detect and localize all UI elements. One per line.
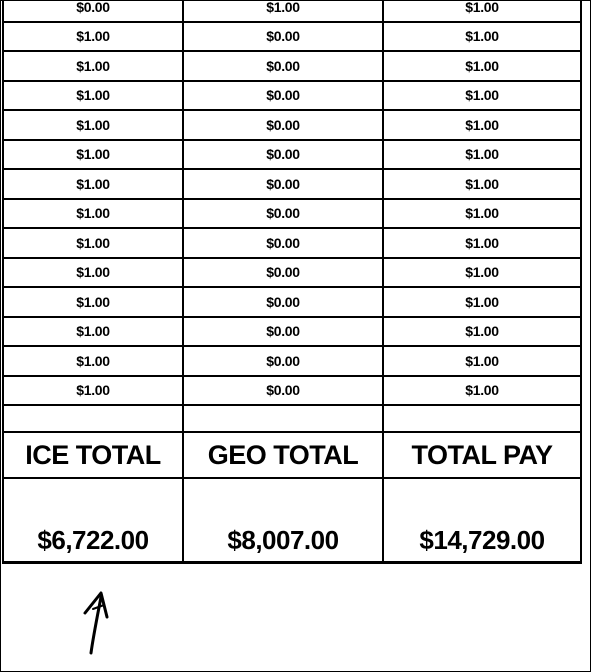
total-amount-cell: $1.00 — [383, 228, 581, 258]
total-pay-value: $14,729.00 — [383, 519, 581, 563]
geo-amount-cell: $0.00 — [183, 22, 383, 52]
ice-amount-cell: $1.00 — [3, 199, 183, 229]
table-row — [3, 0, 581, 22]
blank-row — [3, 405, 581, 432]
geo-amount-cell: $0.00 — [183, 140, 383, 170]
ice-amount-cell: $1.00 — [3, 228, 183, 258]
ice-amount-cell: $1.00 — [3, 376, 183, 406]
total-amount-cell: $1.00 — [383, 287, 581, 317]
ice-amount-cell: $1.00 — [3, 140, 183, 170]
geo-amount-cell: $0.00 — [183, 317, 383, 347]
ice-amount-cell: $1.00 — [3, 346, 183, 376]
ice-amount-cell: $1.00 — [3, 317, 183, 347]
amount-rows — [3, 0, 581, 563]
ice-total-header: ICE TOTAL — [3, 432, 183, 478]
ice-amount-cell: $1.00 — [3, 287, 183, 317]
geo-amount-cell: $0.00 — [183, 376, 383, 406]
blank-cell — [3, 405, 183, 432]
total-amount-cell: $1.00 — [383, 140, 581, 170]
hand-drawn-arrow-icon — [71, 583, 121, 655]
table-row — [3, 346, 581, 376]
total-amount-cell: $1.00 — [383, 0, 581, 22]
geo-total-header: GEO TOTAL — [183, 432, 383, 478]
geo-amount-cell: $0.00 — [183, 169, 383, 199]
total-amount-cell: $1.00 — [383, 346, 581, 376]
total-amount-cell: $1.00 — [383, 258, 581, 288]
table-row — [3, 169, 581, 199]
table-row — [3, 81, 581, 111]
total-amount-cell: $1.00 — [383, 376, 581, 406]
table-row — [3, 51, 581, 81]
geo-amount-cell: $1.00 — [183, 0, 383, 22]
total-pay-header: TOTAL PAY — [383, 432, 581, 478]
geo-amount-cell: $0.00 — [183, 346, 383, 376]
total-amount-cell: $1.00 — [383, 51, 581, 81]
total-amount-cell: $1.00 — [383, 110, 581, 140]
pay-table — [2, 0, 582, 564]
pay-sheet — [2, 0, 580, 564]
geo-amount-cell: $0.00 — [183, 51, 383, 81]
table-row — [3, 22, 581, 52]
ice-amount-cell: $1.00 — [3, 22, 183, 52]
blank-cell — [183, 405, 383, 432]
ice-amount-cell: $1.00 — [3, 81, 183, 111]
table-row — [3, 110, 581, 140]
ice-amount-cell: $1.00 — [3, 258, 183, 288]
spacer-cell — [183, 478, 383, 519]
table-row — [3, 287, 581, 317]
table-row — [3, 199, 581, 229]
table-row — [3, 317, 581, 347]
geo-total-value: $8,007.00 — [183, 519, 383, 563]
ice-amount-cell: $0.00 — [3, 0, 183, 22]
geo-amount-cell: $0.00 — [183, 110, 383, 140]
geo-amount-cell: $0.00 — [183, 81, 383, 111]
total-amount-cell: $1.00 — [383, 317, 581, 347]
totals-header-row — [3, 432, 581, 478]
geo-amount-cell: $0.00 — [183, 287, 383, 317]
total-amount-cell: $1.00 — [383, 81, 581, 111]
total-amount-cell: $1.00 — [383, 169, 581, 199]
table-row — [3, 376, 581, 406]
total-amount-cell: $1.00 — [383, 199, 581, 229]
total-amount-cell: $1.00 — [383, 22, 581, 52]
geo-amount-cell: $0.00 — [183, 228, 383, 258]
table-row — [3, 258, 581, 288]
ice-total-value: $6,722.00 — [3, 519, 183, 563]
totals-row — [3, 519, 581, 563]
ice-amount-cell: $1.00 — [3, 169, 183, 199]
ice-amount-cell: $1.00 — [3, 51, 183, 81]
geo-amount-cell: $0.00 — [183, 258, 383, 288]
table-row — [3, 140, 581, 170]
spacer-cell — [383, 478, 581, 519]
blank-cell — [383, 405, 581, 432]
geo-amount-cell: $0.00 — [183, 199, 383, 229]
spacer-row — [3, 478, 581, 519]
spacer-cell — [3, 478, 183, 519]
ice-amount-cell: $1.00 — [3, 110, 183, 140]
table-row — [3, 228, 581, 258]
